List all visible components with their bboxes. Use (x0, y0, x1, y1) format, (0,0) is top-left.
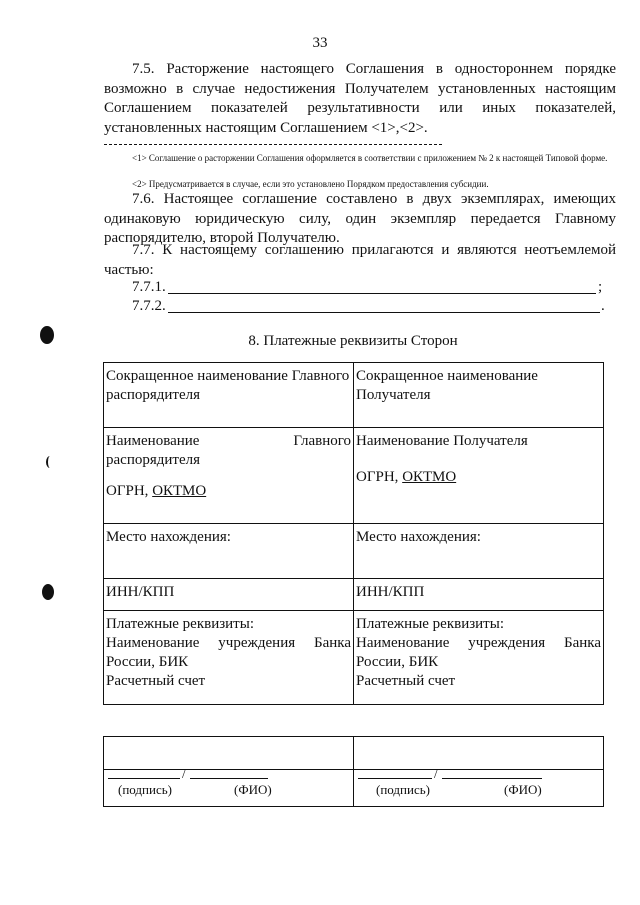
punch-hole-bottom (42, 584, 54, 600)
item-7-7-2-blank (168, 312, 600, 313)
section-title: 8. Платежные реквизиты Сторон (248, 333, 458, 349)
sig-left-sign-label: (подпись) (118, 782, 172, 797)
item-7-7-1 (132, 278, 612, 298)
table-row (104, 363, 604, 428)
left-oktmo: ОКТМО (152, 483, 207, 499)
sig-left-cell (104, 766, 354, 807)
sig-right-cell (354, 766, 604, 807)
sig-left-block (104, 766, 353, 806)
left-payment-title: Платежные реквизиты: (106, 616, 254, 632)
sig-right-slash: / (434, 766, 438, 781)
sig-right-sign-line (358, 778, 432, 779)
cell-left-location: Место нахождения: (104, 524, 354, 579)
paragraph-7-6: 7.6. Настоящее соглашение составлено в двух экземплярах, имеющих одинаковую юридическую силу, один экземпляр передается Главному распорядителю, второй Получателю. (104, 191, 616, 246)
requisites-table (103, 362, 604, 705)
left-account: Расчетный счет (106, 673, 206, 689)
signature-table (103, 736, 604, 807)
punch-hole-top (40, 326, 54, 344)
right-ogrn: ОГРН, (356, 469, 403, 485)
cell-left-name (104, 428, 354, 524)
item-7-7-1-blank (168, 293, 596, 294)
left-bank-name: Наименование учреждения Банка (106, 635, 351, 651)
right-ogrn-oktmo (356, 468, 601, 487)
sig-left-name-label: (ФИО) (234, 782, 272, 797)
cell-left-payment (104, 611, 354, 705)
sig-left-sign-line (108, 778, 180, 779)
item-7-7-2 (132, 297, 612, 317)
cell-right-name (354, 428, 604, 524)
signature-top-row (104, 737, 604, 770)
footnote-2: <2> Предусматривается в случае, если это установлено Порядком предоставления субсидии. (132, 179, 489, 189)
right-bik: России, БИК (356, 654, 439, 670)
item-7-7-1-label: 7.7.1. (132, 279, 166, 295)
punch-mark-middle (46, 456, 54, 468)
table-row (104, 524, 604, 579)
sig-left-slash: / (182, 766, 186, 781)
sig-right-top (354, 737, 604, 770)
cell-right-payment (354, 611, 604, 705)
footnote-divider (104, 144, 442, 145)
cell-left-short-name: Сокращенное наименование Главного распорядителя (104, 363, 354, 428)
left-name-text: Наименование Главного распорядителя (106, 433, 351, 468)
left-ogrn: ОГРН, (106, 483, 153, 499)
right-oktmo: ОКТМО (402, 469, 457, 485)
sig-right-sign-label: (подпись) (376, 782, 430, 797)
sig-right-block (354, 766, 603, 806)
footnote-1: <1> Соглашение о расторжении Соглашения оформляется в соответствии с приложением № 2 к настоящей Типовой форме. (132, 153, 608, 163)
right-name-text: Наименование Получателя (356, 433, 528, 449)
table-row (104, 579, 604, 611)
paragraph-7-7: 7.7. К настоящему соглашению прилагаются и являются неотъемлемой частью: (104, 242, 616, 278)
cell-right-short-name: Сокращенное наименование Получателя (354, 363, 604, 428)
cell-right-location: Место нахождения: (354, 524, 604, 579)
table-row (104, 611, 604, 705)
item-7-7-2-label: 7.7.2. (132, 298, 166, 314)
sig-right-name-label: (ФИО) (504, 782, 542, 797)
table-row (104, 428, 604, 524)
item-7-7-1-end: ; (598, 279, 603, 295)
cell-right-inn: ИНН/КПП (354, 579, 604, 611)
sig-right-name-line (442, 778, 542, 779)
paragraph-7-5: 7.5. Расторжение настоящего Соглашения в одностороннем порядке возможно в случае недостижения Получателем установленных настоящим Соглашением показателей результативности или иных показателей, установленных настоящим Соглашением <1>,<2>. (104, 61, 616, 136)
right-bank-name: Наименование учреждения Банка (356, 635, 601, 651)
page-number: 33 (312, 35, 328, 51)
sig-left-name-line (190, 778, 268, 779)
signature-row (104, 770, 604, 807)
right-account: Расчетный счет (356, 673, 456, 689)
right-payment-title: Платежные реквизиты: (356, 616, 504, 632)
cell-left-inn: ИНН/КПП (104, 579, 354, 611)
left-ogrn-oktmo (106, 482, 351, 501)
sig-left-top (104, 737, 354, 770)
left-bik: России, БИК (106, 654, 189, 670)
item-7-7-2-end: . (601, 298, 605, 314)
